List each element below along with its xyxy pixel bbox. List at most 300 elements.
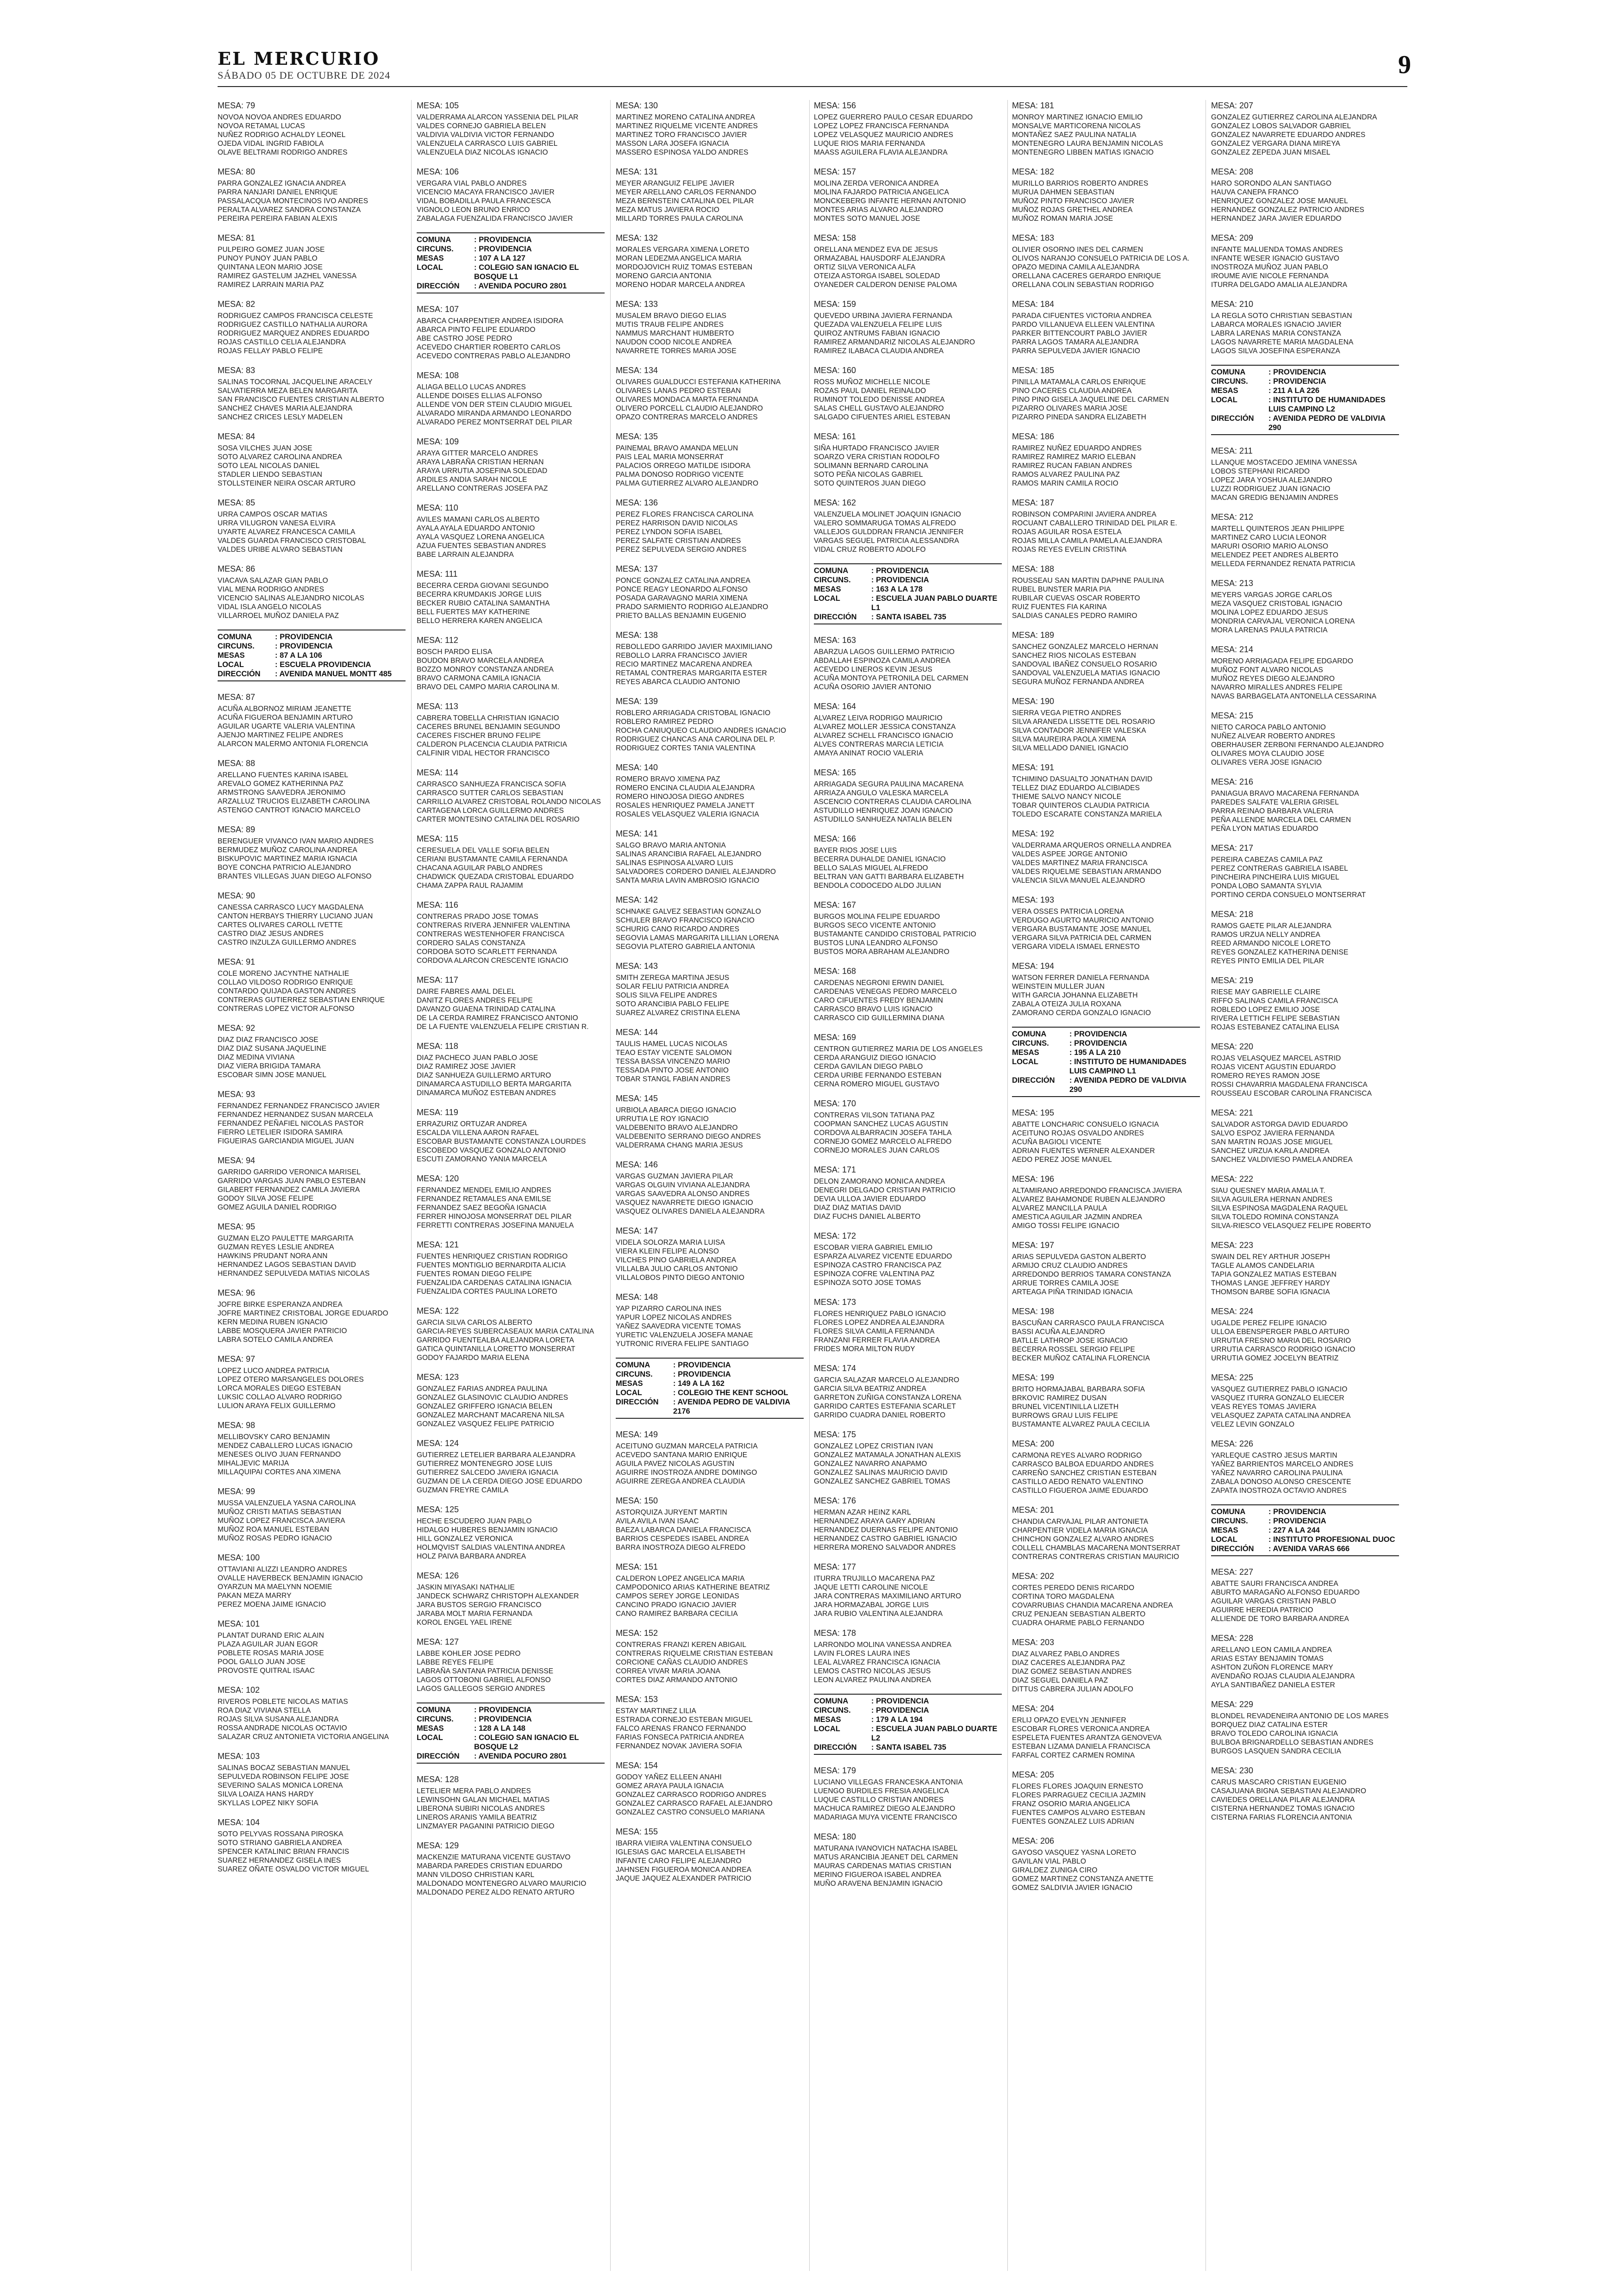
voter-name: CHINCHON GONZALEZ ALVARO ANDRES — [1012, 1535, 1154, 1543]
voter-name: MONTENEGRO LIBBEN MATIAS IGNACIO — [1012, 149, 1154, 156]
voter-name: MENESES OLIVO JUAN FERNANDO — [218, 1451, 341, 1459]
value-comuna: : PROVIDENCIA — [474, 1706, 532, 1714]
voter-name: MELLIBOVSKY CARO BENJAMIN — [218, 1433, 330, 1441]
voter-name: SALINAS ESPINOSA ALVARO LUIS — [616, 859, 733, 867]
voter-list — [1012, 1120, 1200, 1164]
voter-name: GONZALEZ NAVARRO ANAPAMO — [814, 1460, 927, 1468]
column-5 — [1012, 100, 1200, 2285]
mesa-label: MESA: 225 — [1211, 1373, 1254, 1382]
voter-name: ESTRADA CORNEJO ESTEBAN MIGUEL — [616, 1716, 753, 1724]
voter-name: BASCUÑAN CARRASCO PAULA FRANCISCA — [1012, 1319, 1164, 1327]
mesa-entry — [616, 1694, 804, 1751]
voter-name: ESCOBAR BUSTAMANTE CONSTANZA LOURDES — [417, 1138, 586, 1146]
label-mesas: MESAS — [616, 1379, 643, 1388]
value-direccion: : SANTA ISABEL 735 — [871, 613, 946, 621]
mesa-label: MESA: 208 — [1211, 167, 1254, 176]
voter-name: CORDOBA SOTO SCARLETT FERNANDA — [417, 948, 557, 956]
voter-list — [417, 581, 605, 625]
voter-list — [218, 1830, 406, 1874]
mesa-label: MESA: 83 — [218, 366, 256, 375]
voter-name: SANDOVAL IBAÑEZ CONSUELO ROSARIO — [1012, 661, 1157, 668]
voter-list — [1211, 591, 1399, 635]
mesa-label: MESA: 146 — [616, 1160, 658, 1169]
label-direccion: DIRECCIÓN — [814, 1743, 857, 1752]
voter-list — [814, 979, 1002, 1023]
voter-name: SIERRA VEGA PIETRO ANDRES — [1012, 709, 1121, 717]
voter-name: REBOLLEDO GARRIDO JAVIER MAXIMILIANO — [616, 643, 773, 651]
voter-name: AGUIRRE HEREDIA PATRICIO — [1211, 1606, 1313, 1614]
voter-list — [218, 113, 406, 157]
label-direccion: DIRECCIÓN — [417, 1752, 460, 1760]
voter-name: LUZZI RODRIGUEZ JUAN IGNACIO — [1211, 485, 1330, 493]
voter-name: RAMOS ALVAREZ PAULINA PAZ — [1012, 471, 1120, 479]
voter-name: SUAREZ HERNANDEZ GISELA INES — [218, 1857, 341, 1865]
voter-name: QUEVEDO URBINA JAVIERA FERNANDA — [814, 312, 953, 320]
voter-name: FALCO ARENAS FRANCO FERNANDO — [616, 1725, 746, 1733]
mesa-label: MESA: 201 — [1012, 1505, 1055, 1515]
voter-name: AMIGO TOSSI FELIPE IGNACIO — [1012, 1222, 1119, 1230]
voter-name: SALVADORES CORDERO DANIEL ALEJANDRO — [616, 868, 776, 876]
voter-list — [1012, 179, 1200, 223]
column-6 — [1211, 100, 1399, 2285]
voter-name: MELENDEZ PEET ANDRES ALBERTO — [1211, 551, 1339, 559]
voter-name: LUKSIC COLLAO ALVARO RODRIGO — [218, 1393, 342, 1401]
voter-name: VELASQUEZ ZAPATA CATALINA ANDREA — [1211, 1412, 1351, 1420]
block-rule — [218, 680, 406, 681]
mesa-entry — [218, 365, 406, 422]
voter-name: MUSSA VALENZUELA YASNA CAROLINA — [218, 1499, 356, 1507]
voter-list — [417, 449, 605, 493]
mesa-entry — [218, 563, 406, 620]
voter-name: SANCHEZ CRICES LESLY MADELEN — [218, 413, 343, 421]
mesa-label: MESA: 100 — [218, 1553, 260, 1562]
voter-name: THIEME SALVO NANCY NICOLE — [1012, 793, 1122, 801]
mesa-entry — [1012, 894, 1200, 951]
voter-name: VALDIVIA VALDIVIA VICTOR FERNANDO — [417, 131, 555, 139]
voter-name: MUÑOZ LOPEZ FRANCISCA JAVIERA — [218, 1517, 345, 1525]
value-local: : COLEGIO SAN IGNACIO EL BOSQUE L1 — [474, 263, 579, 281]
voter-name: TAPIA GONZALEZ MATIAS ESTEBAN — [1211, 1271, 1337, 1278]
voter-name: OPAZO CONTRERAS MARCELO ANDRES — [616, 413, 758, 421]
voter-list — [1211, 657, 1399, 701]
voter-name: STOLLSTEINER NEIRA OSCAR ARTURO — [218, 480, 356, 487]
voter-name: VILLARROEL MUÑOZ DANIELA PAZ — [218, 612, 339, 620]
voter-name: REYES GONZALEZ KATHERINA DENISE — [1211, 948, 1349, 956]
mesa-label: MESA: 179 — [814, 1766, 856, 1775]
value-circuns: : PROVIDENCIA — [673, 1370, 731, 1378]
voter-list — [1012, 907, 1200, 951]
voter-list — [417, 1451, 605, 1495]
mesa-entry — [1012, 232, 1200, 289]
voter-name: GOMEZ SALDIVIA JAVIER IGNACIO — [1012, 1884, 1133, 1892]
mesa-entry — [417, 1774, 605, 1831]
mesa-label: MESA: 168 — [814, 967, 856, 976]
voter-name: MUÑOZ PINTO FRANCISCO JAVIER — [1012, 197, 1135, 205]
column-4 — [814, 100, 1002, 2285]
value-mesas: : 227 A LA 244 — [1268, 1526, 1320, 1534]
voter-name: DIAZ VIERA BRIGIDA TAMARA — [218, 1062, 321, 1070]
label-local: LOCAL — [417, 1734, 443, 1742]
voter-name: SUAREZ ALVAREZ CRISTINA ELENA — [616, 1009, 740, 1017]
voter-name: SOTO ALVAREZ CAROLINA ANDREA — [218, 453, 342, 461]
voter-name: MARTINEZ CARO LUCIA LEONOR — [1211, 534, 1327, 542]
voter-name: GODOY FAJARDO MARIA ELENA — [417, 1354, 530, 1362]
mesa-label: MESA: 81 — [218, 233, 256, 243]
label-mesas: MESAS — [218, 651, 245, 660]
voter-name: PALACIOS ORREGO MATILDE ISIDORA — [616, 462, 751, 470]
voter-name: SOARZO VERA CRISTIAN RODOLFO — [814, 453, 940, 461]
voter-name: TELLEZ DIAZ EDUARDO ALCIBIADES — [1012, 784, 1140, 792]
voter-list — [218, 1102, 406, 1146]
mesa-label: MESA: 161 — [814, 432, 856, 441]
voter-name: ALVARADO PEREZ MONTSERRAT DEL PILAR — [417, 418, 572, 426]
voter-name: GONZALEZ MARCHANT MACARENA NILSA — [417, 1411, 564, 1419]
mesa-label: MESA: 145 — [616, 1094, 658, 1103]
voter-list — [1012, 378, 1200, 422]
voter-name: HOLMQVIST SALDIAS VALENTINA ANDREA — [417, 1544, 565, 1552]
label-direccion: DIRECCIÓN — [814, 613, 857, 621]
voter-name: AVILES MAMANI CARLOS ALBERTO — [417, 516, 540, 524]
voter-name: MENDEZ CABALLERO LUCAS IGNACIO — [218, 1442, 353, 1450]
column-divider — [1007, 100, 1008, 2271]
label-local: LOCAL — [417, 263, 443, 272]
voter-name: THOMAS LANGE JEFFREY HARDY — [1211, 1279, 1330, 1287]
mesa-entry — [616, 1027, 804, 1084]
voter-name: ARMIJO CRUZ CLAUDIO ANDRES — [1012, 1262, 1128, 1270]
voter-name: OLIVARES GUALDUCCI ESTEFANIA KATHERINA — [616, 378, 781, 386]
mesa-entry — [1012, 1306, 1200, 1363]
voter-list — [616, 1040, 804, 1084]
voter-list — [1012, 775, 1200, 819]
voter-list — [1211, 1451, 1399, 1495]
voter-name: VILCHES PINO GABRIELA ANDREA — [616, 1256, 737, 1264]
mesa-label: MESA: 103 — [218, 1752, 260, 1761]
voter-name: QUIROZ ANTRUMS FABIAN IGNACIO — [814, 330, 940, 337]
voter-name: PARRA SEPULVEDA JAVIER IGNACIO — [1012, 347, 1140, 355]
voter-list — [814, 780, 1002, 824]
mesa-label: MESA: 205 — [1012, 1770, 1055, 1779]
voter-name: SILVA MAUREIRA PAOLA XIMENA — [1012, 736, 1126, 743]
voter-name: VIDELA SOLORZA MARIA LUISA — [616, 1239, 725, 1247]
voter-list — [1211, 1253, 1399, 1297]
voter-name: AGUILAR UGARTE VALERIA VALENTINA — [218, 723, 355, 730]
voter-name: VIACAVA SALAZAR GIAN PABLO — [218, 577, 328, 585]
voter-name: RAMIREZ NUÑEZ EDUARDO ANDRES — [1012, 444, 1142, 452]
voter-list — [218, 969, 406, 1013]
mesa-label: MESA: 160 — [814, 366, 856, 375]
voter-name: MONTENEGRO LAURA BENJAMIN NICOLAS — [1012, 140, 1163, 148]
voter-name: PEREZ LYNDON SOFIA ISABEL — [616, 528, 723, 536]
voter-name: PLANTAT DURAND ERIC ALAIN — [218, 1632, 324, 1640]
voter-name: QUINTANA LEON MARIO JOSE — [218, 263, 323, 271]
voter-name: PINILLA MATAMALA CARLOS ENRIQUE — [1012, 378, 1146, 386]
voter-name: ROJAS FELLAY PABLO FELIPE — [218, 347, 323, 355]
voter-name: OLIVIER OSORNO INES DEL CARMEN — [1012, 246, 1143, 254]
mesa-label: MESA: 118 — [417, 1041, 458, 1051]
voter-list — [1211, 1186, 1399, 1230]
mesa-label: MESA: 111 — [417, 569, 458, 579]
mesa-entry — [417, 1636, 605, 1693]
label-comuna: COMUNA — [218, 633, 252, 641]
voter-name: RIFFO SALINAS CAMILA FRANCISCA — [1211, 997, 1338, 1005]
voter-name: ZABALA OTEIZA JULIA ROXANA — [1012, 1000, 1122, 1008]
mesa-label: MESA: 202 — [1012, 1572, 1055, 1581]
mesa-entry — [814, 299, 1002, 355]
voter-name: HAUVA CANEPA FRANCO — [1211, 188, 1299, 196]
mesa-label: MESA: 226 — [1211, 1439, 1254, 1448]
voter-name: CANO RAMIREZ BARBARA CECILIA — [616, 1610, 738, 1618]
voter-name: HILL GONZALEZ VERONICA — [417, 1535, 513, 1543]
value-direccion: : AVENIDA PEDRO DE VALDIVIA 2176 — [673, 1398, 790, 1416]
mesa-label: MESA: 95 — [218, 1222, 256, 1231]
mesa-entry — [218, 1552, 406, 1609]
voter-name: PIZARRO OLIVARES MARIA JOSE — [1012, 405, 1128, 412]
voter-name: NIETO CAROCA PABLO ANTONIO — [1211, 723, 1326, 731]
mesa-label: MESA: 121 — [417, 1240, 459, 1249]
polling-place-block — [218, 630, 406, 681]
voter-name: AGUIRRE ZEREGA ANDREA CLAUDIA — [616, 1478, 745, 1485]
voter-name: DIAZ MEDINA VIVIANA — [218, 1054, 295, 1061]
voter-list — [1012, 1782, 1200, 1826]
mesa-label: MESA: 169 — [814, 1033, 856, 1042]
voter-name: YAÑEZ NAVARRO CAROLINA PAULINA — [1211, 1469, 1343, 1477]
masthead: EL MERCURIO — [218, 48, 380, 69]
voter-name: CONTRERAS PRADO JOSE TOMAS — [417, 913, 538, 921]
mesa-label: MESA: 219 — [1211, 976, 1254, 985]
mesa-label: MESA: 196 — [1012, 1174, 1055, 1184]
voter-name: ALVAREZ BAHAMONDE RUBEN ALEJANDRO — [1012, 1196, 1165, 1204]
mesa-entry — [218, 758, 406, 815]
voter-list — [616, 1640, 804, 1684]
voter-name: SALINAS BOCAZ SEBASTIAN MANUEL — [218, 1764, 350, 1772]
voter-name: MUÑOZ CRISTI MATIAS SEBASTIAN — [218, 1508, 341, 1516]
voter-name: BAEZA LABARCA DANIELA FRANCISCA — [616, 1526, 751, 1534]
mesa-entry — [218, 100, 406, 157]
mesa-entry — [1211, 511, 1399, 568]
voter-name: ALVAREZ MOLLER JESSICA CONSTANZA — [814, 723, 956, 731]
voter-name: AVENDAÑO ROJAS CLAUDIA ALEJANDRA — [1211, 1672, 1355, 1680]
mesa-entry — [218, 692, 406, 748]
mesa-label: MESA: 96 — [218, 1288, 256, 1297]
mesa-entry — [1012, 828, 1200, 885]
voter-name: CHAMA ZAPPA RAUL RAJAMIM — [417, 882, 523, 890]
voter-name: MUSALEM BRAVO DIEGO ELIAS — [616, 312, 727, 320]
voter-name: CARRASCO SANHUEZA FRANCISCA SOFIA — [417, 780, 566, 788]
voter-name: VERGARA VIAL PABLO ANDRES — [417, 180, 527, 187]
mesa-label: MESA: 86 — [218, 564, 256, 574]
voter-name: CARMONA REYES ALVARO RODRIGO — [1012, 1452, 1142, 1459]
voter-name: OVALLE HAVERBECK BENJAMIN IGNACIO — [218, 1574, 363, 1582]
voter-list — [1211, 179, 1399, 223]
mesa-label: MESA: 227 — [1211, 1567, 1254, 1577]
voter-name: DEVIA ULLOA JAVIER EDUARDO — [814, 1195, 926, 1203]
voter-name: ROBLERO ARRIAGADA CRISTOBAL IGNACIO — [616, 709, 771, 717]
voter-name: ROUSSEAU SAN MARTIN DAPHNE PAULINA — [1012, 577, 1164, 585]
voter-name: LAVIN FLORES LAURA INES — [814, 1650, 910, 1658]
voter-name: GONZALEZ MATAMALA JONATHAN ALEXIS — [814, 1451, 961, 1459]
voter-name: FERNANDEZ RETAMALES ANA EMILSE — [417, 1195, 551, 1203]
voter-name: ITURRA TRUJILLO MACARENA PAZ — [814, 1575, 935, 1583]
mesa-entry — [616, 960, 804, 1017]
voter-name: CASTILLO AEDO RENATO VALENTINO — [1012, 1478, 1143, 1486]
voter-name: BECERRA CERDA GIOVANI SEGUNDO — [417, 582, 549, 590]
voter-name: ROA DIAZ VIVIANA STELLA — [218, 1707, 311, 1715]
voter-name: BOSCH PARDO ELISA — [417, 648, 493, 656]
voter-name: ROBINSON COMPARINI JAVIERA ANDREA — [1012, 511, 1156, 518]
voter-name: ROSS MUÑOZ MICHELLE NICOLE — [814, 378, 931, 386]
voter-list — [1012, 576, 1200, 620]
voter-name: RODRIGUEZ CORTES TANIA VALENTINA — [616, 744, 756, 752]
voter-name: ALLIENDE DE TORO BARBARA ANDREA — [1211, 1615, 1349, 1623]
voter-list — [1211, 458, 1399, 502]
mesa-label: MESA: 214 — [1211, 645, 1254, 654]
voter-name: ROJAS AGUILAR ROSA ESTELA — [1012, 528, 1122, 536]
voter-list — [417, 1583, 605, 1627]
mesa-label: MESA: 191 — [1012, 763, 1055, 772]
voter-name: SILVA MELLADO DANIEL IGNACIO — [1012, 744, 1129, 752]
voter-name: LUENGO BURDILES FRESIA ANGELICA — [814, 1787, 949, 1795]
voter-name: ABATTE SAURI FRANCISCA ANDREA — [1211, 1580, 1338, 1588]
voter-name: VARGAS SEGUEL PATRICIA ALESSANDRA — [814, 537, 959, 545]
voter-name: MACAN GREDIG BENJAMIN ANDRES — [1211, 494, 1338, 502]
voter-name: HAWKINS PRUDANT NORA ANN — [218, 1252, 328, 1260]
mesa-label: MESA: 212 — [1211, 512, 1254, 522]
mesa-label: MESA: 91 — [218, 957, 256, 967]
voter-name: FIERRO LETELIER ISIDORA SAMIRA — [218, 1129, 343, 1136]
voter-name: OLIVARES MONDACA MARTA FERNANDA — [616, 396, 758, 404]
voter-name: ARDILES ANDIA SARAH NICOLE — [417, 476, 527, 484]
voter-list — [218, 1366, 406, 1410]
voter-name: TAULIS HAMEL LUCAS NICOLAS — [616, 1040, 728, 1048]
mesa-label: MESA: 89 — [218, 825, 256, 834]
value-circuns: : PROVIDENCIA — [474, 1715, 532, 1723]
mesa-label: MESA: 82 — [218, 299, 256, 309]
mesa-label: MESA: 206 — [1012, 1836, 1055, 1846]
voter-list — [616, 1442, 804, 1486]
voter-name: GATICA QUINTANILLA LORETTO MONSERRAT — [417, 1345, 575, 1353]
voter-name: PEREZ CONTRERAS GABRIELA ISABEL — [1211, 865, 1348, 873]
mesa-entry — [1012, 1372, 1200, 1429]
voter-name: ROCHA CANIUQUEO CLAUDIO ANDRES IGNACIO — [616, 727, 787, 735]
mesa-label: MESA: 90 — [218, 891, 256, 900]
label-local: LOCAL — [1211, 396, 1237, 404]
label-local: LOCAL — [1211, 1535, 1237, 1544]
voter-name: GOMEZ AGUILA DANIEL RODRIGO — [218, 1204, 337, 1211]
mesa-entry — [1211, 1566, 1399, 1623]
voter-name: CASTILLO FIGUEROA JAIME EDUARDO — [1012, 1487, 1149, 1495]
mesa-label: MESA: 85 — [218, 498, 256, 507]
mesa-entry — [814, 1164, 1002, 1221]
voter-name: ROBLEDO LOPEZ EMILIO JOSE — [1211, 1006, 1320, 1014]
voter-name: MONTES SOTO MANUEL JOSE — [814, 215, 920, 223]
mesa-label: MESA: 200 — [1012, 1439, 1055, 1448]
voter-name: GONZALEZ GLASINOVIC CLAUDIO ANDRES — [417, 1394, 568, 1402]
voter-name: MONCKEBERG INFANTE HERNAN ANTONIO — [814, 197, 966, 205]
voter-name: VIAL MENA RODRIGO ANDRES — [218, 586, 325, 593]
voter-name: ACUÑA BAGIOLI VICENTE — [1012, 1138, 1102, 1146]
voter-name: LUQUE CASTILLO CRISTIAN ANDRES — [814, 1796, 944, 1804]
voter-name: SOSA VILCHES JUAN JOSE — [218, 444, 312, 452]
voter-list — [218, 576, 406, 620]
voter-name: ESPARZA ALVAREZ VICENTE EDUARDO — [814, 1253, 952, 1260]
voter-list — [814, 912, 1002, 956]
mesa-label: MESA: 210 — [1211, 299, 1254, 309]
mesa-entry — [616, 100, 804, 157]
mesa-entry — [616, 232, 804, 289]
voter-name: SALGO BRAVO MARIA ANTONIA — [616, 842, 726, 849]
voter-name: MASSON LARA JOSEFA IGNACIA — [616, 140, 729, 148]
mesa-label: MESA: 148 — [616, 1292, 658, 1302]
mesa-entry — [616, 1225, 804, 1282]
voter-name: CONTRERAS RIQUELME CRISTIAN ESTEBAN — [616, 1650, 773, 1658]
voter-name: RAMOS MARIN CAMILA ROCIO — [1012, 480, 1118, 487]
voter-name: FUENTES GONZALEZ LUIS ADRIAN — [1012, 1818, 1134, 1826]
voter-name: BELTRAN VAN GATTI BARBARA ELIZABETH — [814, 873, 964, 881]
voter-name: ASHTON ZUÑON FLORENCE MARY — [1211, 1664, 1333, 1671]
voter-name: CARRASCO CID GUILLERMINA DIANA — [814, 1014, 945, 1022]
voter-list — [218, 1168, 406, 1212]
voter-name: SILVA-RIESCO VELASQUEZ FELIPE ROBERTO — [1211, 1222, 1371, 1230]
voter-name: NAMMUS MARCHANT HUMBERTO — [616, 330, 734, 337]
voter-name: FARIAS FONSECA PATRICIA ANDREA — [616, 1734, 744, 1741]
voter-name: ACEITUNO GUZMAN MARCELA PATRICIA — [616, 1442, 758, 1450]
label-circuns: CIRCUNS. — [1211, 377, 1248, 386]
voter-name: FUENTES ROMAN DIEGO FELIPE — [417, 1270, 532, 1278]
voter-list — [417, 179, 605, 223]
voter-list — [417, 1120, 605, 1164]
voter-name: MATUS ARANCIBIA JEANET DEL CARMEN — [814, 1853, 958, 1861]
voter-name: SILVA ARANEDA LISSETTE DEL ROSARIO — [1012, 718, 1155, 726]
mesa-label: MESA: 79 — [218, 101, 256, 110]
voter-list — [616, 444, 804, 488]
voter-name: PINO PINO GISELA JAQUELINE DEL CARMEN — [1012, 396, 1169, 404]
voter-name: VALDEBENITO SERRANO DIEGO ANDRES — [616, 1133, 761, 1141]
voter-name: CUADRA OHARME PABLO FERNANDO — [1012, 1619, 1144, 1627]
voter-name: GARCIA SALAZAR MARCELO ALEJANDRO — [814, 1376, 960, 1384]
voter-name: COOPMAN SANCHEZ LUCAS AGUSTIN — [814, 1120, 948, 1128]
mesa-entry — [814, 1230, 1002, 1287]
voter-name: CACERES FISCHER BRUNO FELIPE — [417, 732, 541, 740]
mesa-entry — [1012, 100, 1200, 157]
voter-name: RAMIREZ LARRAIN MARIA PAZ — [218, 281, 324, 289]
voter-list — [1012, 1584, 1200, 1628]
value-comuna: : PROVIDENCIA — [1268, 368, 1326, 376]
voter-name: ACEVEDO SANTANA MARIO ENRIQUE — [616, 1451, 748, 1459]
mesa-label: MESA: 143 — [616, 961, 658, 971]
voter-name: OLIVERO PORCELL CLAUDIO ALEJANDRO — [616, 405, 763, 412]
voter-name: MUÑOZ ROMAN MARIA JOSE — [1012, 215, 1113, 223]
voter-name: GONZALEZ GUTIERREZ CAROLINA ALEJANDRA — [1211, 113, 1377, 121]
mesa-entry — [1012, 1504, 1200, 1561]
voter-name: PAINEMAL BRAVO AMANDA MELUN — [616, 444, 738, 452]
voter-name: CONTARDO QUIJADA GASTON ANDRES — [218, 987, 356, 995]
mesa-label: MESA: 129 — [417, 1841, 459, 1850]
voter-list — [218, 444, 406, 488]
mesa-label: MESA: 228 — [1211, 1634, 1254, 1643]
voter-name: NOVOA NOVOA ANDRES EDUARDO — [218, 113, 342, 121]
voter-name: CERIANI BUSTAMANTE CAMILA FERNANDA — [417, 855, 568, 863]
voter-name: CORREA VIVAR MARIA JOANA — [616, 1667, 721, 1675]
voter-name: ROSSI CHAVARRIA MAGDALENA FRANCISCA — [1211, 1081, 1368, 1089]
voter-list — [1211, 855, 1399, 899]
voter-name: POSADA GARAVAGNO MARIA XIMENA — [616, 594, 748, 602]
voter-name: FERNANDEZ PEÑAFIEL NICOLAS PASTOR — [218, 1120, 364, 1128]
voter-name: YARLEQUE CASTRO JESUS MARTIN — [1211, 1452, 1337, 1459]
voter-name: ESPINOZA CASTRO FRANCISCA PAZ — [814, 1261, 942, 1269]
voter-name: PARRA NANJARI DANIEL ENRIQUE — [218, 188, 338, 196]
mesa-entry — [814, 767, 1002, 824]
mesa-entry — [1211, 1438, 1399, 1495]
